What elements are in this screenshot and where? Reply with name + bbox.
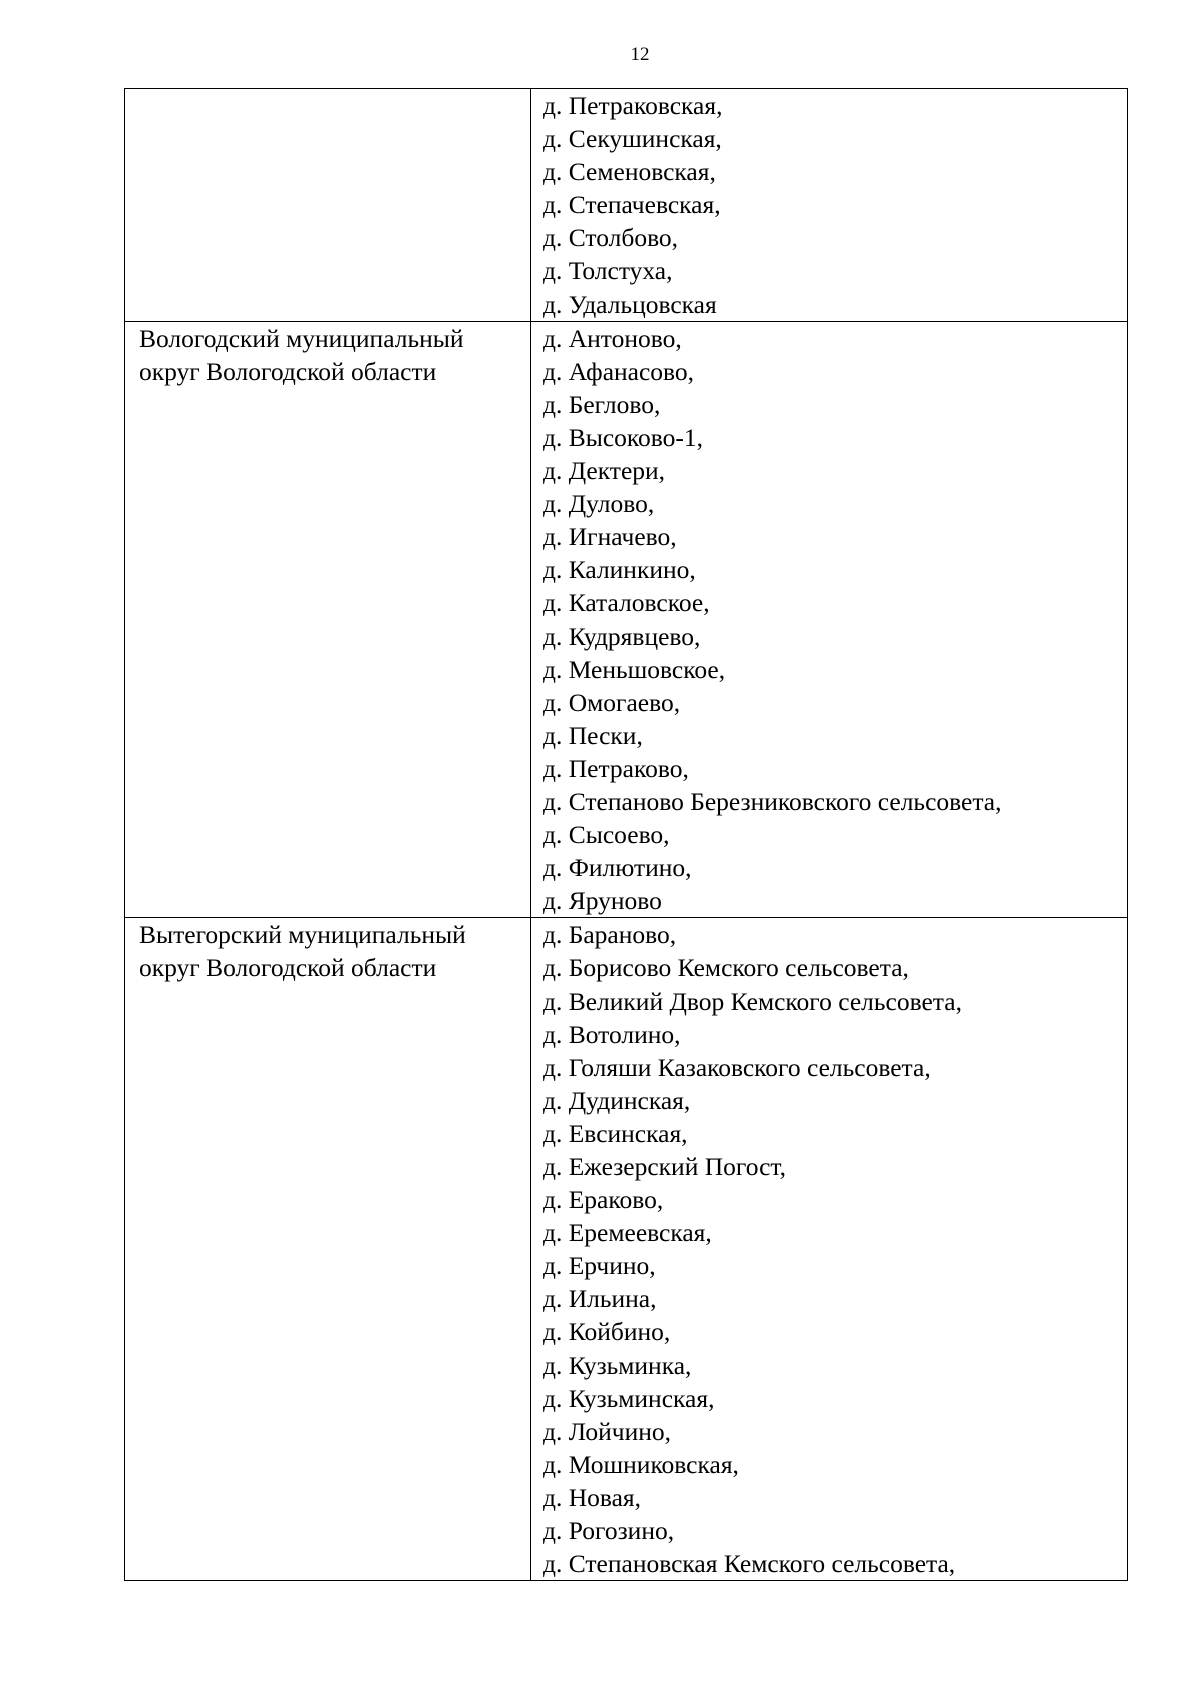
place-item: д. Игначево, [543, 522, 677, 552]
place-item: д. Мошниковская, [543, 1449, 739, 1479]
place-item: д. Вотолино, [543, 1019, 681, 1049]
place-item: д. Бараново, [543, 920, 677, 950]
district-name: Вытегорский муниципальный округ Вологодской области [139, 920, 466, 983]
place-item: д. Голяши Казаковского сельсовета, [543, 1052, 931, 1082]
place-item: д. Кудрявцево, [543, 621, 701, 651]
places-cell [531, 89, 1128, 322]
district-cell [125, 918, 531, 1581]
place-item: д. Лойчино, [543, 1416, 672, 1446]
place-item: д. Новая, [543, 1482, 642, 1512]
places-list [531, 89, 1127, 321]
table-row [125, 89, 1128, 322]
place-item: д. Степановская Кемского сельсовета, [543, 1549, 956, 1579]
table-row [125, 321, 1128, 918]
places-list [531, 322, 1127, 918]
place-item: д. Столбово, [543, 223, 679, 253]
place-item: д. Кузьминка, [543, 1350, 692, 1380]
place-item: д. Петраковская, [543, 91, 723, 120]
place-item: д. Высоково-1, [543, 422, 704, 452]
place-item: д. Филютино, [543, 853, 692, 883]
place-item: д. Антоново, [543, 323, 682, 353]
places-cell [531, 918, 1128, 1581]
place-item: д. Ильина, [543, 1284, 657, 1314]
place-item: д. Каталовское, [543, 588, 710, 618]
place-item: д. Рогозино, [543, 1516, 675, 1546]
place-item: д. Степаново Березниковского сельсовета, [543, 786, 1002, 816]
place-item: д. Омогаево, [543, 687, 681, 717]
district-name: Вологодский муниципальный округ Вологодской области [139, 323, 464, 386]
district-cell [125, 321, 531, 918]
page-number: 12 [630, 44, 650, 65]
place-item: д. Пески, [543, 720, 643, 750]
place-item: д. Секушинская, [543, 124, 722, 154]
places-list [531, 918, 1127, 1580]
place-item: д. Меньшовское, [543, 654, 726, 684]
place-item: д. Ераково, [543, 1185, 664, 1215]
place-item: д. Афанасово, [543, 356, 695, 386]
table-row [125, 918, 1128, 1581]
place-item: д. Великий Двор Кемского сельсовета, [543, 986, 962, 1016]
place-item: д. Беглово, [543, 389, 661, 419]
place-item: д. Семеновская, [543, 157, 716, 187]
place-item: д. Еремеевская, [543, 1218, 712, 1248]
place-item: д. Калинкино, [543, 555, 696, 585]
district-cell [125, 89, 531, 322]
place-item: д. Кузьминская, [543, 1383, 715, 1413]
place-item: д. Удальцовская [543, 289, 717, 319]
place-item: д. Евсинская, [543, 1118, 688, 1148]
place-item: д. Койбино, [543, 1317, 671, 1347]
place-item: д. Степачевская, [543, 190, 721, 220]
place-item: д. Ежезерский Погост, [543, 1152, 787, 1181]
place-item: д. Яруново [543, 886, 662, 916]
place-item: д. Борисово Кемского сельсовета, [543, 953, 909, 983]
places-cell [531, 321, 1128, 918]
place-item: д. Дектери, [543, 456, 666, 486]
settlements-table [124, 88, 1128, 1581]
place-item: д. Петраково, [543, 753, 689, 783]
place-item: д. Сысоево, [543, 820, 670, 850]
place-item: д. Дулово, [543, 489, 655, 519]
place-item: д. Толстуха, [543, 256, 673, 286]
place-item: д. Дудинская, [543, 1085, 691, 1115]
place-item: д. Ерчино, [543, 1251, 656, 1281]
